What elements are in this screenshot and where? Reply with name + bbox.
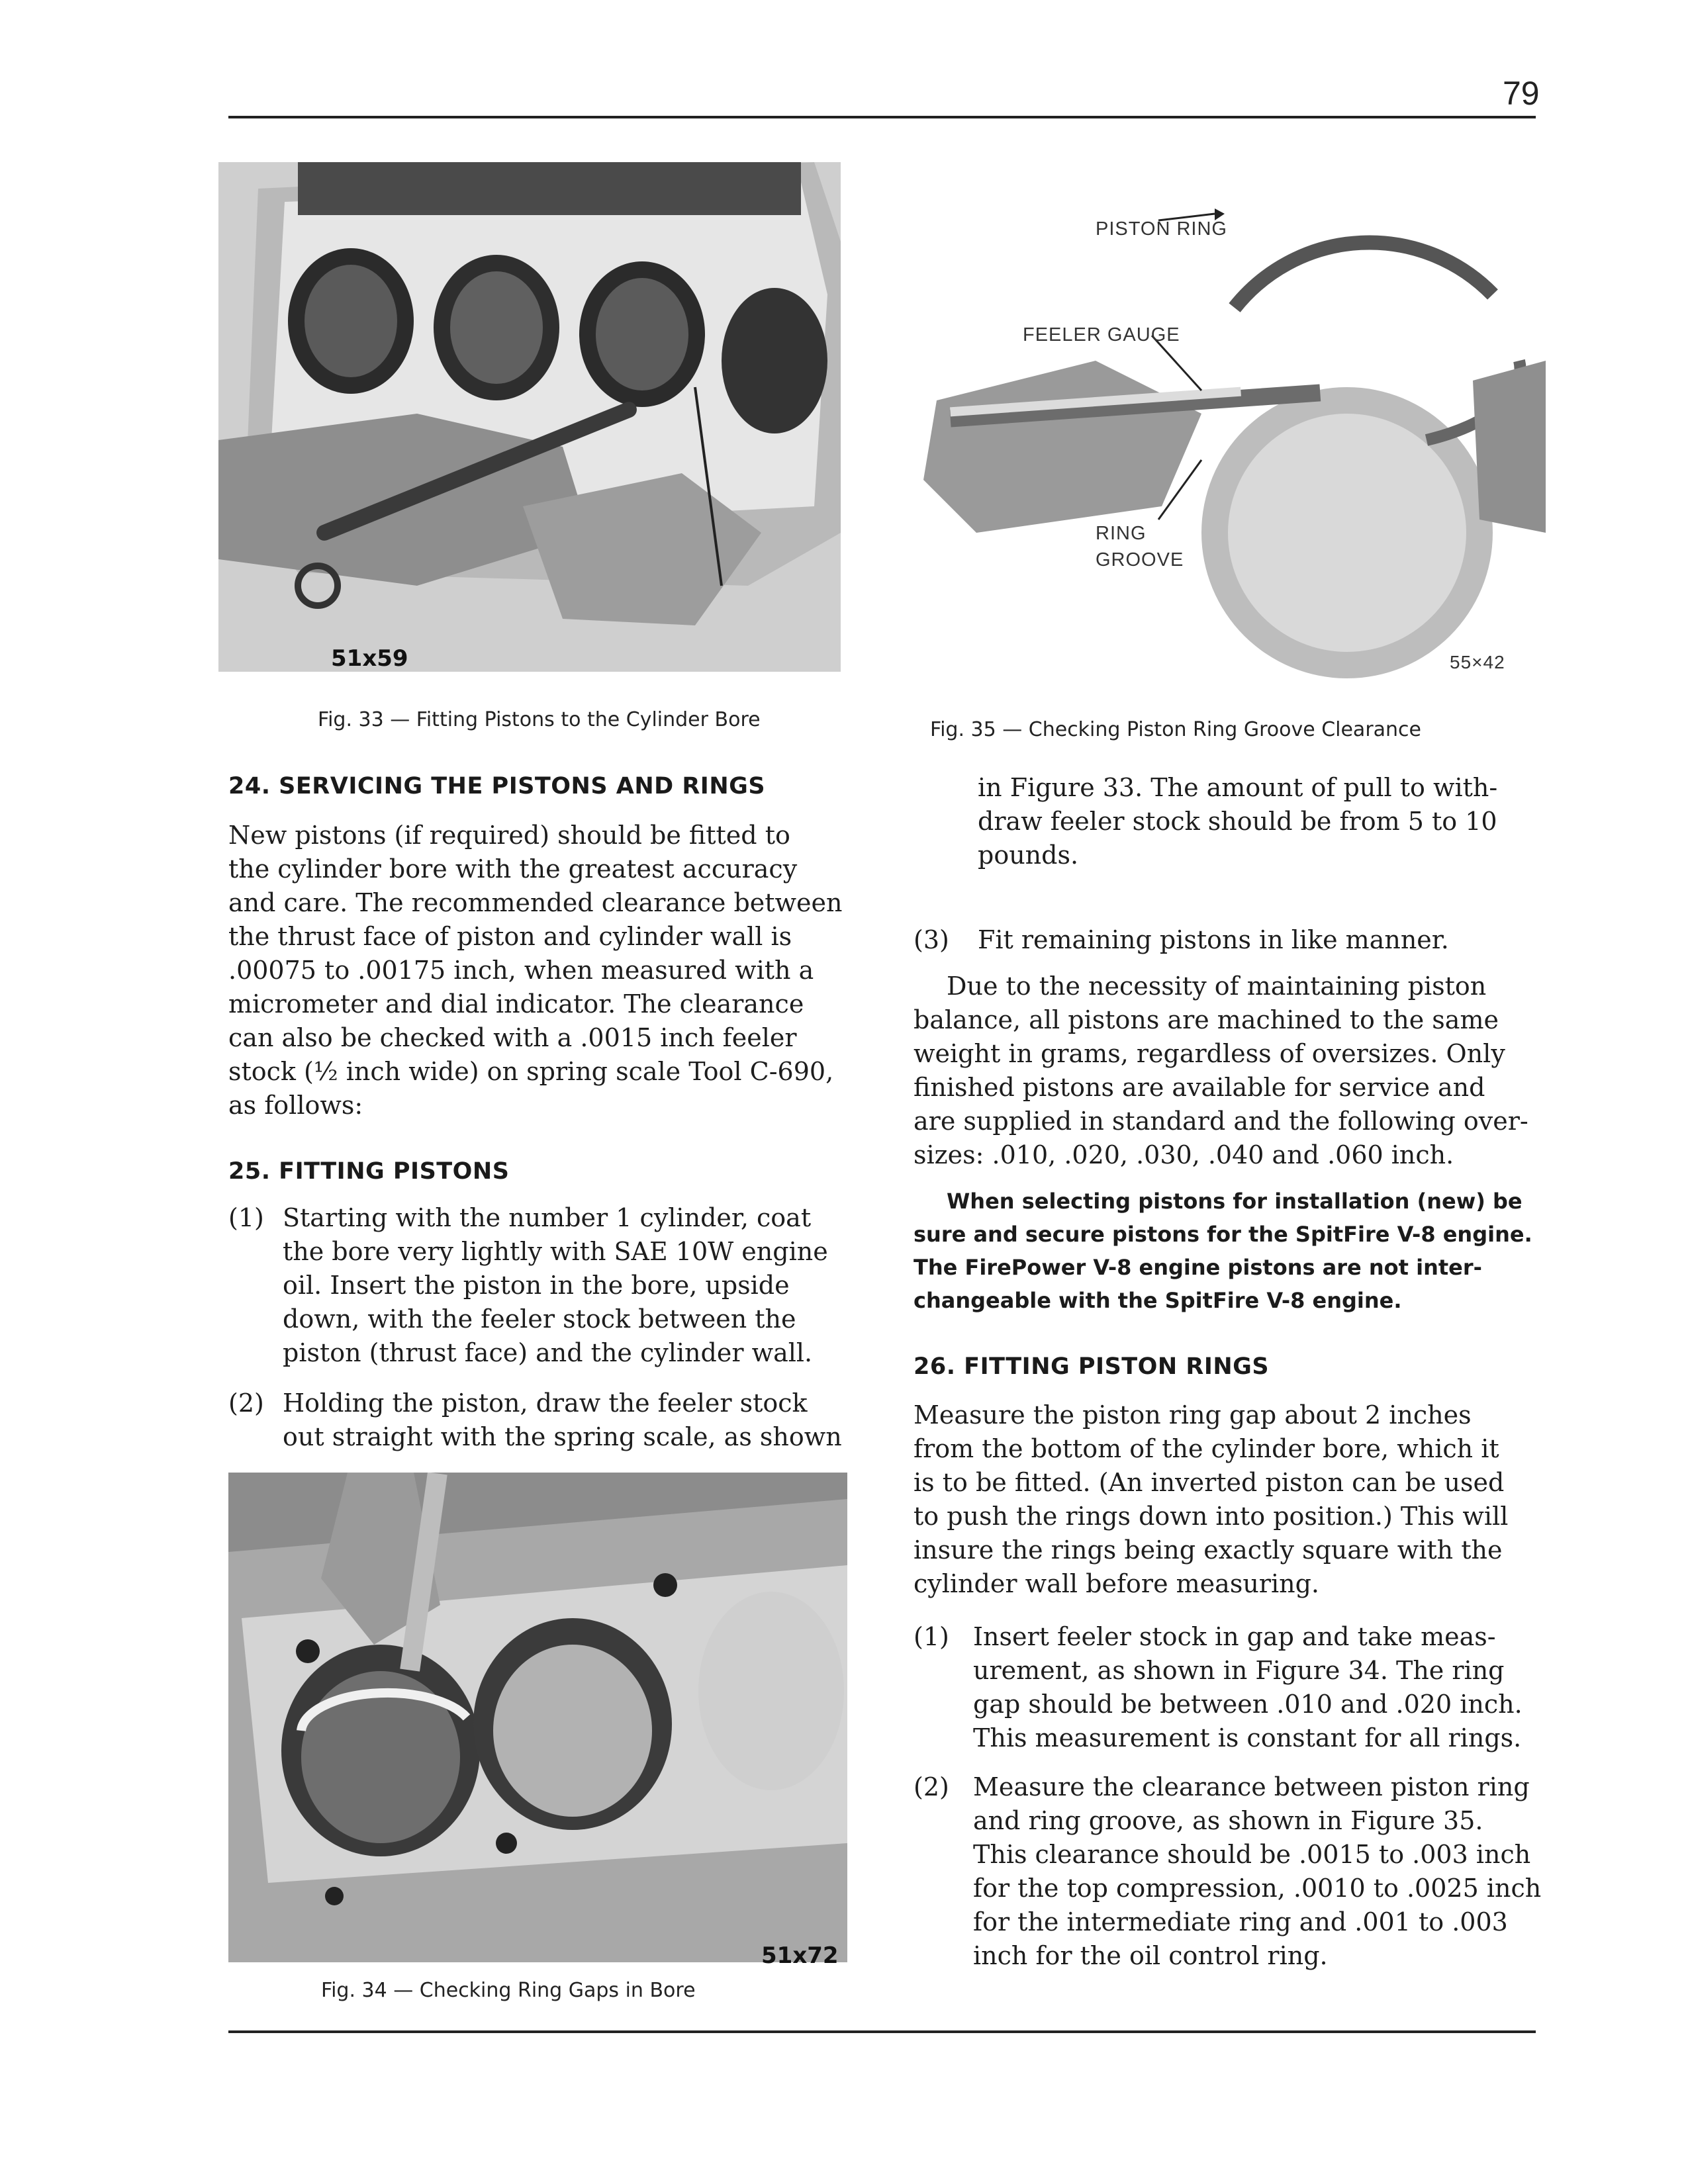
text-line: down, with the feeler stock between the bbox=[283, 1304, 796, 1334]
text-line: out straight with the spring scale, as shown bbox=[283, 1422, 842, 1451]
fig33-caption: Fig. 33 — Fitting Pistons to the Cylinder Bore bbox=[318, 708, 761, 731]
text-line: The FirePower V-8 engine pistons are not inter- bbox=[914, 1255, 1482, 1280]
text-line: Measure the piston ring gap about 2 inches bbox=[914, 1400, 1472, 1430]
section26-heading: 26. FITTING PISTON RINGS bbox=[914, 1353, 1270, 1380]
step-number: (1) bbox=[228, 1203, 264, 1232]
step-26-1 bbox=[914, 1620, 1542, 1759]
step-26-2 bbox=[914, 1770, 1542, 1976]
fig35-code: 55×42 bbox=[1450, 652, 1505, 672]
text-line: Measure the clearance between piston ring bbox=[973, 1772, 1530, 1801]
text-line: and ring groove, as shown in Figure 35. bbox=[973, 1806, 1483, 1835]
text-line: pounds. bbox=[978, 841, 1079, 870]
section24-heading: 24. SERVICING THE PISTONS AND RINGS bbox=[228, 773, 766, 799]
step-number: (1) bbox=[914, 1622, 949, 1651]
fig33-code: 51x59 bbox=[331, 645, 408, 672]
step-25-2 bbox=[228, 1387, 847, 1459]
callout-piston-ring: PISTON RING bbox=[1096, 218, 1227, 240]
bottom-rule bbox=[228, 2030, 1536, 2033]
text-line: Fit remaining pistons in like manner. bbox=[978, 925, 1449, 954]
text-line: and care. The recommended clearance between bbox=[228, 888, 843, 917]
text-line: insure the rings being exactly square with the bbox=[914, 1535, 1503, 1565]
text-line: for the intermediate ring and .001 to .003 bbox=[973, 1907, 1508, 1936]
step-text bbox=[283, 1387, 847, 1454]
text-line: as follows: bbox=[228, 1091, 363, 1120]
callout-feeler-gauge: FEELER GAUGE bbox=[1023, 324, 1180, 345]
step-text bbox=[978, 771, 1542, 872]
text-line: Holding the piston, draw the feeler stock bbox=[283, 1388, 808, 1418]
step-number: (2) bbox=[914, 1772, 949, 1801]
text-line: sizes: .010, .020, .030, .040 and .060 inch. bbox=[914, 1140, 1454, 1169]
step-text bbox=[973, 1770, 1542, 1973]
fig33-photo bbox=[218, 162, 841, 672]
text-line: to push the rings down into position.) This will bbox=[914, 1502, 1509, 1531]
text-line: stock (½ inch wide) on spring scale Tool C-690, bbox=[228, 1057, 834, 1086]
text-line: New pistons (if required) should be fitted to bbox=[228, 821, 790, 850]
text-line: draw feeler stock should be from 5 to 10 bbox=[978, 807, 1497, 836]
step-text bbox=[978, 923, 1542, 957]
fig35-caption: Fig. 35 — Checking Piston Ring Groove Clearance bbox=[930, 718, 1422, 741]
callout-groove: GROOVE bbox=[1096, 549, 1184, 570]
page-number: 79 bbox=[1503, 75, 1540, 112]
step-number: (2) bbox=[228, 1388, 264, 1418]
section25-heading: 25. FITTING PISTONS bbox=[228, 1158, 510, 1185]
text-line: weight in grams, regardless of oversizes. Only bbox=[914, 1039, 1505, 1068]
text-line: urement, as shown in Figure 34. The ring bbox=[973, 1656, 1505, 1685]
text-line: are supplied in standard and the following over- bbox=[914, 1107, 1528, 1136]
fig35-photo bbox=[923, 162, 1546, 678]
section26-paragraph bbox=[914, 1398, 1542, 1601]
section25-paragraph bbox=[914, 970, 1542, 1172]
text-line: inch for the oil control ring. bbox=[973, 1941, 1328, 1970]
text-line: changeable with the SpitFire V-8 engine. bbox=[914, 1288, 1402, 1313]
text-line: the thrust face of piston and cylinder wall is bbox=[228, 922, 792, 951]
step-text bbox=[283, 1201, 847, 1370]
step-number: (3) bbox=[914, 925, 949, 954]
text-line: the bore very lightly with SAE 10W engine bbox=[283, 1237, 828, 1266]
text-line: is to be fitted. (An inverted piston can be used bbox=[914, 1468, 1505, 1497]
section24-paragraph bbox=[228, 819, 847, 1122]
text-line: in Figure 33. The amount of pull to with- bbox=[978, 773, 1498, 802]
text-line: Starting with the number 1 cylinder, coat bbox=[283, 1203, 812, 1232]
text-line: This measurement is constant for all rings. bbox=[973, 1723, 1522, 1752]
top-rule bbox=[228, 116, 1536, 118]
text-line: .00075 to .00175 inch, when measured with a bbox=[228, 956, 814, 985]
fig34-code: 51x72 bbox=[761, 1942, 839, 1969]
spitfire-note bbox=[914, 1185, 1542, 1317]
text-line: sure and secure pistons for the SpitFire V-8 engine. bbox=[914, 1222, 1532, 1247]
step-25-2-continued bbox=[923, 771, 1542, 877]
text-line: oil. Insert the piston in the bore, upside bbox=[283, 1271, 790, 1300]
step-25-1 bbox=[228, 1201, 847, 1373]
fig34-caption: Fig. 34 — Checking Ring Gaps in Bore bbox=[321, 1979, 696, 2002]
text-line: balance, all pistons are machined to the same bbox=[914, 1005, 1499, 1034]
text-line: This clearance should be .0015 to .003 inch bbox=[973, 1840, 1531, 1869]
text-line: cylinder wall before measuring. bbox=[914, 1569, 1319, 1598]
text-line: can also be checked with a .0015 inch feeler bbox=[228, 1023, 797, 1052]
text-line: Due to the necessity of maintaining piston bbox=[947, 972, 1487, 1001]
text-line: from the bottom of the cylinder bore, which it bbox=[914, 1434, 1499, 1463]
step-25-3 bbox=[914, 923, 1542, 960]
text-line: When selecting pistons for installation (new) be bbox=[947, 1189, 1523, 1214]
text-line: gap should be between .010 and .020 inch. bbox=[973, 1690, 1523, 1719]
text-line: for the top compression, .0010 to .0025 inch bbox=[973, 1874, 1542, 1903]
text-line: Insert feeler stock in gap and take meas- bbox=[973, 1622, 1496, 1651]
text-line: finished pistons are available for service and bbox=[914, 1073, 1485, 1102]
callout-ring: RING bbox=[1096, 523, 1147, 544]
step-text bbox=[973, 1620, 1542, 1755]
text-line: the cylinder bore with the greatest accuracy bbox=[228, 854, 798, 884]
fig34-photo bbox=[228, 1473, 847, 1962]
text-line: piston (thrust face) and the cylinder wall. bbox=[283, 1338, 813, 1367]
text-line: micrometer and dial indicator. The clearance bbox=[228, 989, 804, 1019]
